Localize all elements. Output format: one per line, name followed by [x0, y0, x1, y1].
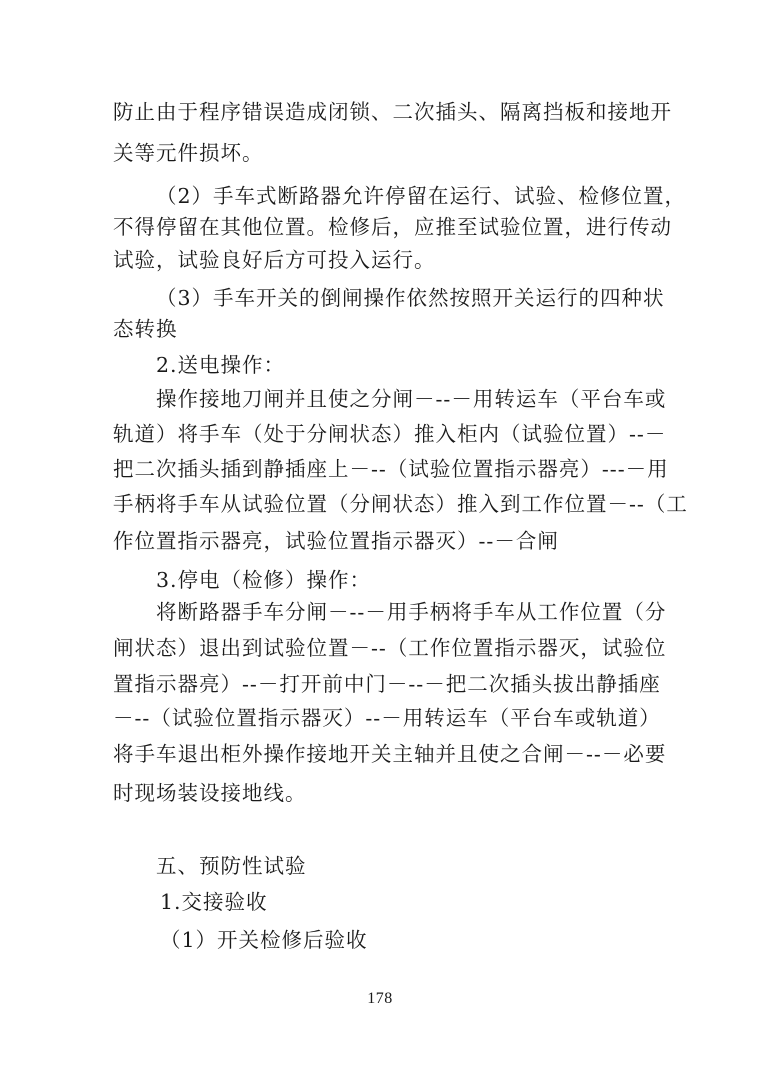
paragraph-line: 闸状态）退出到试验位置－--（工作位置指示器灭，试验位 — [113, 636, 667, 660]
section-heading: 3.停电（检修）操作： — [156, 568, 372, 592]
paragraph-line: 轨道）将手车（处于分闸状态）推入柜内（试验位置）--－ — [113, 422, 667, 446]
paragraph-line: 将断路器手车分闸－--－用手柄将手车从工作位置（分 — [156, 600, 667, 624]
paragraph-line: 置指示器亮）--－打开前中门－--－把二次插头拔出静插座 — [113, 672, 661, 696]
page-number: 178 — [367, 990, 393, 1007]
paragraph-line: （2）手车式断路器允许停留在运行、试验、检修位置， — [156, 184, 687, 208]
paragraph-line: 时现场装设接地线。 — [113, 781, 307, 805]
paragraph-line: 把二次插头插到静插座上－--（试验位置指示器亮）---－用 — [113, 457, 669, 481]
paragraph-line: 将手车退出柜外操作接地开关主轴并且使之合闸－--－必要 — [113, 742, 667, 766]
chapter-heading: 五、预防性试验 — [156, 854, 307, 878]
paragraph-line: 手柄将手车从试验位置（分闸状态）推入到工作位置－--（工 — [113, 492, 688, 516]
paragraph-line: －--（试验位置指示器灭）--－用转运车（平台车或轨道） — [113, 706, 661, 730]
paragraph-line: 防止由于程序错误造成闭锁、二次插头、隔离挡板和接地开 — [113, 100, 672, 124]
section-heading: 2.送电操作： — [156, 353, 286, 377]
subsection-heading: （1）开关检修后验收 — [160, 928, 368, 952]
paragraph-line: 操作接地刀闸并且使之分闸－--－用转运车（平台车或 — [156, 387, 667, 411]
paragraph-line: 试验，试验良好后方可投入运行。 — [113, 248, 436, 272]
paragraph-line: （3）手车开关的倒闸操作依然按照开关运行的四种状 — [156, 286, 665, 310]
paragraph-line: 作位置指示器亮，试验位置指示器灭）--－合闸 — [113, 529, 559, 553]
paragraph-line: 关等元件损坏。 — [113, 141, 264, 165]
paragraph-line: 态转换 — [113, 317, 178, 341]
paragraph-line: 不得停留在其他位置。检修后，应推至试验位置，进行传动 — [113, 215, 672, 239]
section-heading: 1.交接验收 — [160, 890, 268, 914]
